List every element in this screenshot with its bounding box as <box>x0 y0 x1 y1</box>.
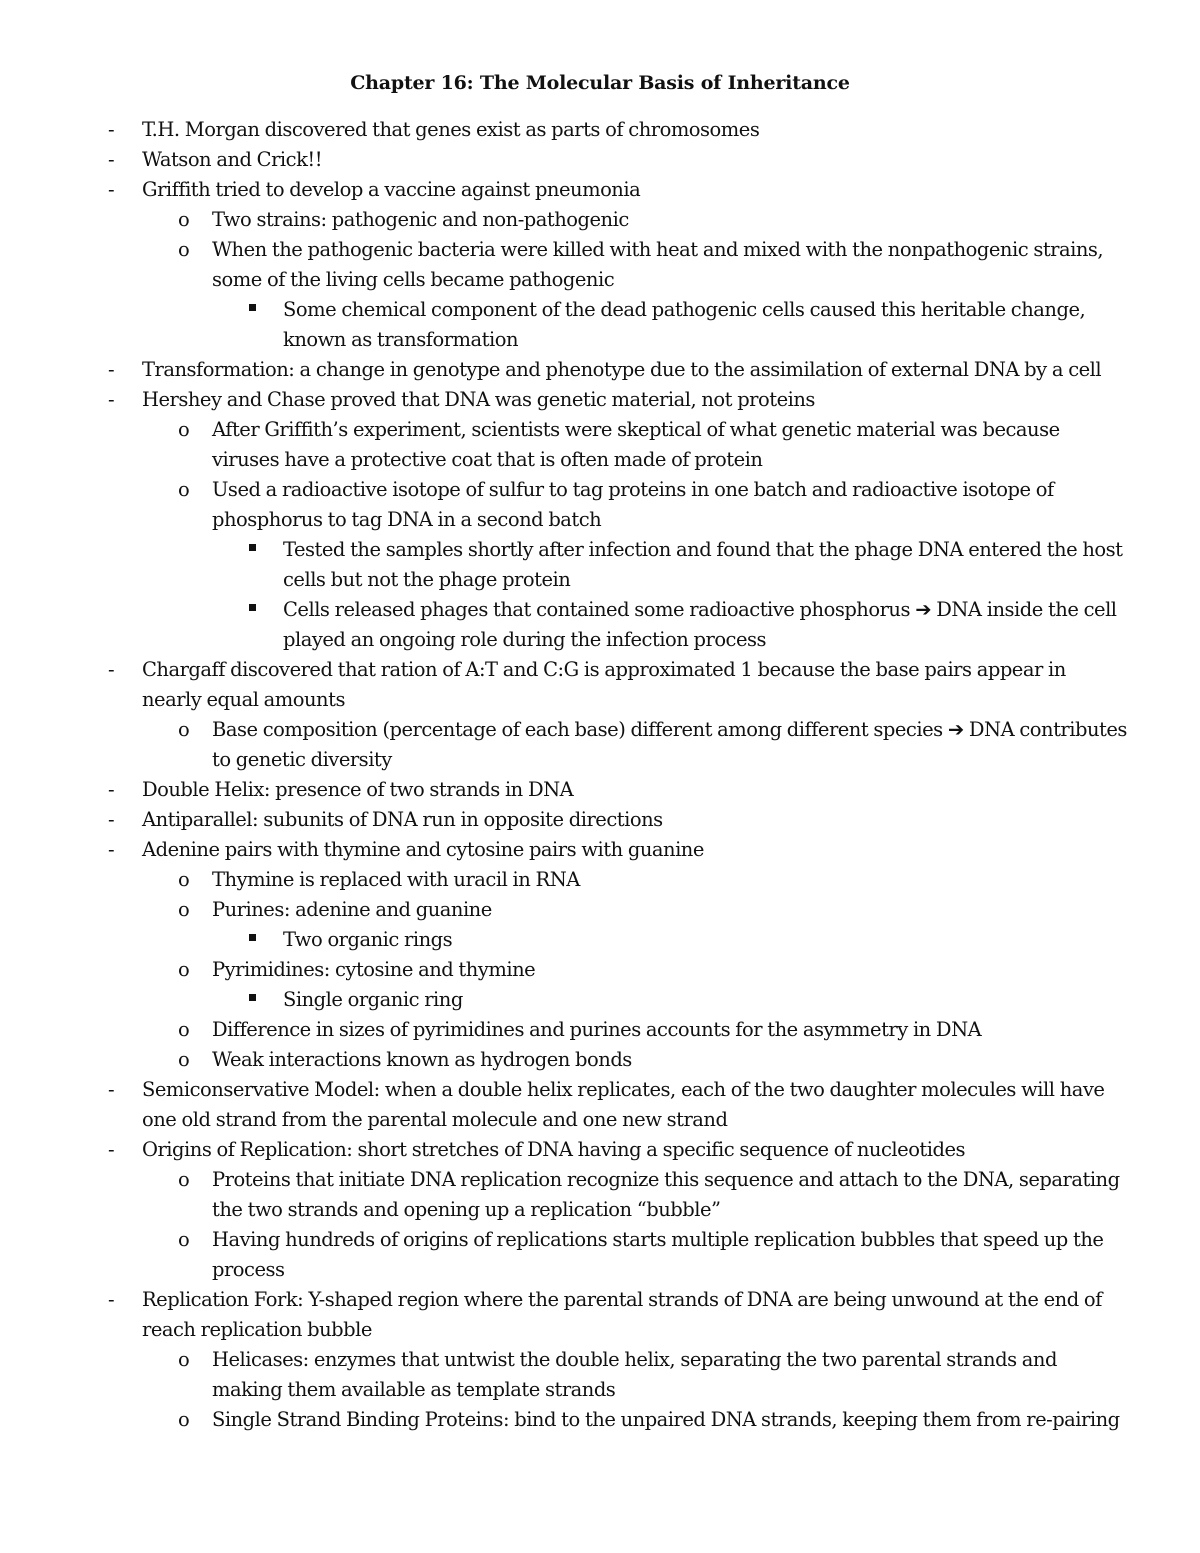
dash-bullet: - <box>108 388 115 411</box>
list-item-text: Antiparallel: subunits of DNA run in opposite directions <box>142 808 663 831</box>
list-item <box>0 1135 1200 1165</box>
list-item <box>0 925 1200 955</box>
list-item-text: Semiconservative Model: when a double helix replicates, each of the two daughter molecules will have one old strand from the parental molecule and one new strand <box>142 1078 1105 1131</box>
list-item-text: Tested the samples shortly after infection and found that the phage DNA entered the host cells but not the phage protein <box>283 538 1123 591</box>
list-item <box>0 355 1200 385</box>
circle-bullet: o <box>178 898 190 921</box>
list-item-text: Two strains: pathogenic and non-pathogenic <box>212 208 629 231</box>
list-item <box>0 235 1200 295</box>
circle-bullet: o <box>178 1408 190 1431</box>
list-item-text: Some chemical component of the dead pathogenic cells caused this heritable change, known as transformation <box>283 298 1086 351</box>
list-item <box>0 655 1200 715</box>
list-item-text: Weak interactions known as hydrogen bonds <box>212 1048 632 1071</box>
list-item-text: Transformation: a change in genotype and phenotype due to the assimilation of external DNA by a cell <box>142 358 1102 381</box>
list-item-text: Double Helix: presence of two strands in DNA <box>142 778 574 801</box>
circle-bullet: o <box>178 868 190 891</box>
list-item <box>0 1045 1200 1075</box>
list-item <box>0 955 1200 985</box>
list-item <box>0 835 1200 865</box>
list-item <box>0 535 1200 595</box>
list-item <box>0 775 1200 805</box>
list-item <box>0 1015 1200 1045</box>
page-title: Chapter 16: The Molecular Basis of Inheritance <box>350 72 850 94</box>
circle-bullet: o <box>178 478 190 501</box>
list-item-text: Two organic rings <box>283 928 453 951</box>
list-item-text: Cells released phages that contained some radioactive phosphorus ➔ DNA inside the cell played an ongoing role during the infection process <box>283 598 1117 651</box>
list-item <box>0 1075 1200 1135</box>
list-item <box>0 715 1200 775</box>
list-item-text: Single organic ring <box>283 988 463 1011</box>
list-item-text: Chargaff discovered that ration of A:T and C:G is approximated 1 because the base pairs appear in nearly equal amounts <box>142 658 1066 711</box>
square-bullet-icon <box>249 544 256 551</box>
list-item <box>0 1165 1200 1225</box>
list-item-text: Single Strand Binding Proteins: bind to the unpaired DNA strands, keeping them from re-pairing <box>212 1408 1120 1431</box>
list-item <box>0 205 1200 235</box>
dash-bullet: - <box>108 838 115 861</box>
dash-bullet: - <box>108 1288 115 1311</box>
list-item-text: When the pathogenic bacteria were killed with heat and mixed with the nonpathogenic strains, some of the living cells became pathogenic <box>212 238 1104 291</box>
circle-bullet: o <box>178 418 190 441</box>
notes-list <box>0 115 1200 1435</box>
list-item-text: Thymine is replaced with uracil in RNA <box>212 868 580 891</box>
circle-bullet: o <box>178 958 190 981</box>
list-item-text: Proteins that initiate DNA replication recognize this sequence and attach to the DNA, separating the two strands and opening up a replication “bubble” <box>212 1168 1120 1221</box>
list-item <box>0 115 1200 145</box>
circle-bullet: o <box>178 718 190 741</box>
list-item <box>0 1405 1200 1435</box>
list-item-text: Purines: adenine and guanine <box>212 898 492 921</box>
list-item-text: T.H. Morgan discovered that genes exist as parts of chromosomes <box>142 118 760 141</box>
square-bullet-icon <box>249 604 256 611</box>
list-item-text: Replication Fork: Y-shaped region where the parental strands of DNA are being unwound at the end of reach replication bubble <box>142 1288 1102 1341</box>
list-item-text: Griffith tried to develop a vaccine against pneumonia <box>142 178 641 201</box>
list-item <box>0 175 1200 205</box>
dash-bullet: - <box>108 778 115 801</box>
square-bullet-icon <box>249 304 256 311</box>
list-item-text: After Griffith’s experiment, scientists were skeptical of what genetic material was because viruses have a protective coat that is often made of protein <box>212 418 1060 471</box>
list-item-text: Adenine pairs with thymine and cytosine pairs with guanine <box>142 838 704 861</box>
list-item <box>0 805 1200 835</box>
list-item <box>0 145 1200 175</box>
dash-bullet: - <box>108 808 115 831</box>
dash-bullet: - <box>108 658 115 681</box>
square-bullet-icon <box>249 934 256 941</box>
circle-bullet: o <box>178 1168 190 1191</box>
list-item-text: Difference in sizes of pyrimidines and purines accounts for the asymmetry in DNA <box>212 1018 982 1041</box>
list-item <box>0 595 1200 655</box>
dash-bullet: - <box>108 148 115 171</box>
dash-bullet: - <box>108 1078 115 1101</box>
list-item-text: Used a radioactive isotope of sulfur to tag proteins in one batch and radioactive isotope of phosphorus to tag DNA in a second batch <box>212 478 1054 531</box>
circle-bullet: o <box>178 1018 190 1041</box>
list-item-text: Hershey and Chase proved that DNA was genetic material, not proteins <box>142 388 815 411</box>
dash-bullet: - <box>108 118 115 141</box>
dash-bullet: - <box>108 358 115 381</box>
circle-bullet: o <box>178 1048 190 1071</box>
list-item <box>0 1225 1200 1285</box>
list-item-text: Watson and Crick!! <box>142 148 323 171</box>
list-item-text: Having hundreds of origins of replications starts multiple replication bubbles that speed up the process <box>212 1228 1104 1281</box>
list-item <box>0 895 1200 925</box>
list-item <box>0 385 1200 415</box>
list-item-text: Pyrimidines: cytosine and thymine <box>212 958 536 981</box>
list-item <box>0 295 1200 355</box>
list-item-text: Origins of Replication: short stretches of DNA having a specific sequence of nucleotides <box>142 1138 966 1161</box>
circle-bullet: o <box>178 1348 190 1371</box>
list-item <box>0 415 1200 475</box>
list-item <box>0 985 1200 1015</box>
circle-bullet: o <box>178 1228 190 1251</box>
dash-bullet: - <box>108 1138 115 1161</box>
list-item <box>0 475 1200 535</box>
list-item <box>0 1285 1200 1345</box>
circle-bullet: o <box>178 208 190 231</box>
dash-bullet: - <box>108 178 115 201</box>
list-item <box>0 865 1200 895</box>
square-bullet-icon <box>249 994 256 1001</box>
circle-bullet: o <box>178 238 190 261</box>
list-item <box>0 1345 1200 1405</box>
list-item-text: Helicases: enzymes that untwist the double helix, separating the two parental strands and making them available as template strands <box>212 1348 1057 1401</box>
list-item-text: Base composition (percentage of each base) different among different species ➔ DNA contributes to genetic diversity <box>212 718 1127 771</box>
